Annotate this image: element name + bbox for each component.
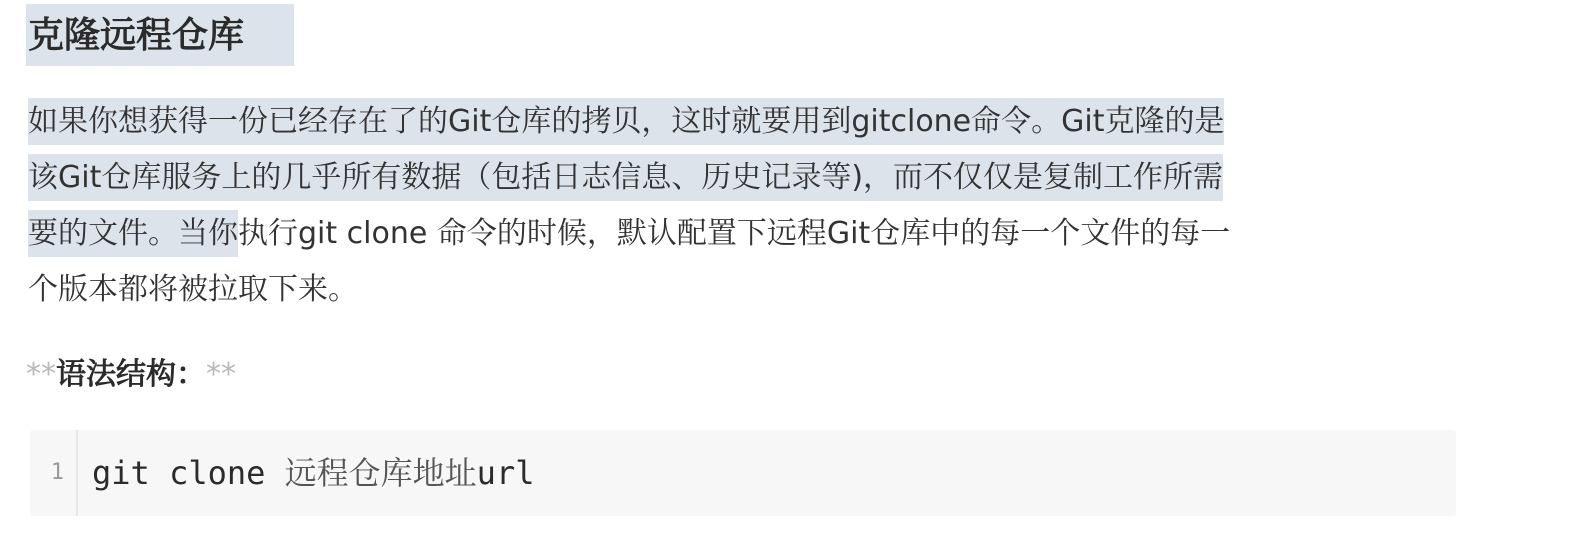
selected-text: 该Git仓库服务上的几乎所有数据（包括日志信息、历史记录等)，而不仅仅是复制工作所需 [28, 154, 1223, 201]
code-line[interactable] [92, 450, 534, 496]
plain-text: 个版本都将被拉取下来。 [28, 272, 358, 307]
selected-text: 要的文件。当你 [28, 210, 238, 257]
plain-text: 执行git clone 命令的时候，默认配置下远程Git仓库中的每一个文件的每一 [238, 216, 1231, 251]
body-paragraph [28, 94, 1468, 318]
markdown-bold-open-mark: ** [26, 357, 56, 392]
selected-text: 如果你想获得一份已经存在了的Git仓库的拷贝，这时就要用到gitclone命令。Git克隆的是 [28, 98, 1224, 145]
syntax-label: 语法结构： [56, 357, 206, 392]
paragraph-line [28, 150, 1468, 206]
line-number: 1 [50, 460, 64, 485]
paragraph-line [28, 206, 1468, 262]
code-argument-en: url [476, 454, 535, 492]
code-block[interactable] [30, 430, 1456, 516]
code-command: git clone [92, 454, 266, 492]
code-gutter [30, 430, 78, 516]
section-heading: 克隆远程仓库 [28, 15, 245, 56]
markdown-bold-close-mark: ** [206, 357, 236, 392]
paragraph-line [28, 94, 1468, 150]
paragraph-line [28, 262, 1468, 318]
syntax-heading [26, 350, 236, 400]
code-argument-cn: 远程仓库地址 [284, 454, 477, 492]
